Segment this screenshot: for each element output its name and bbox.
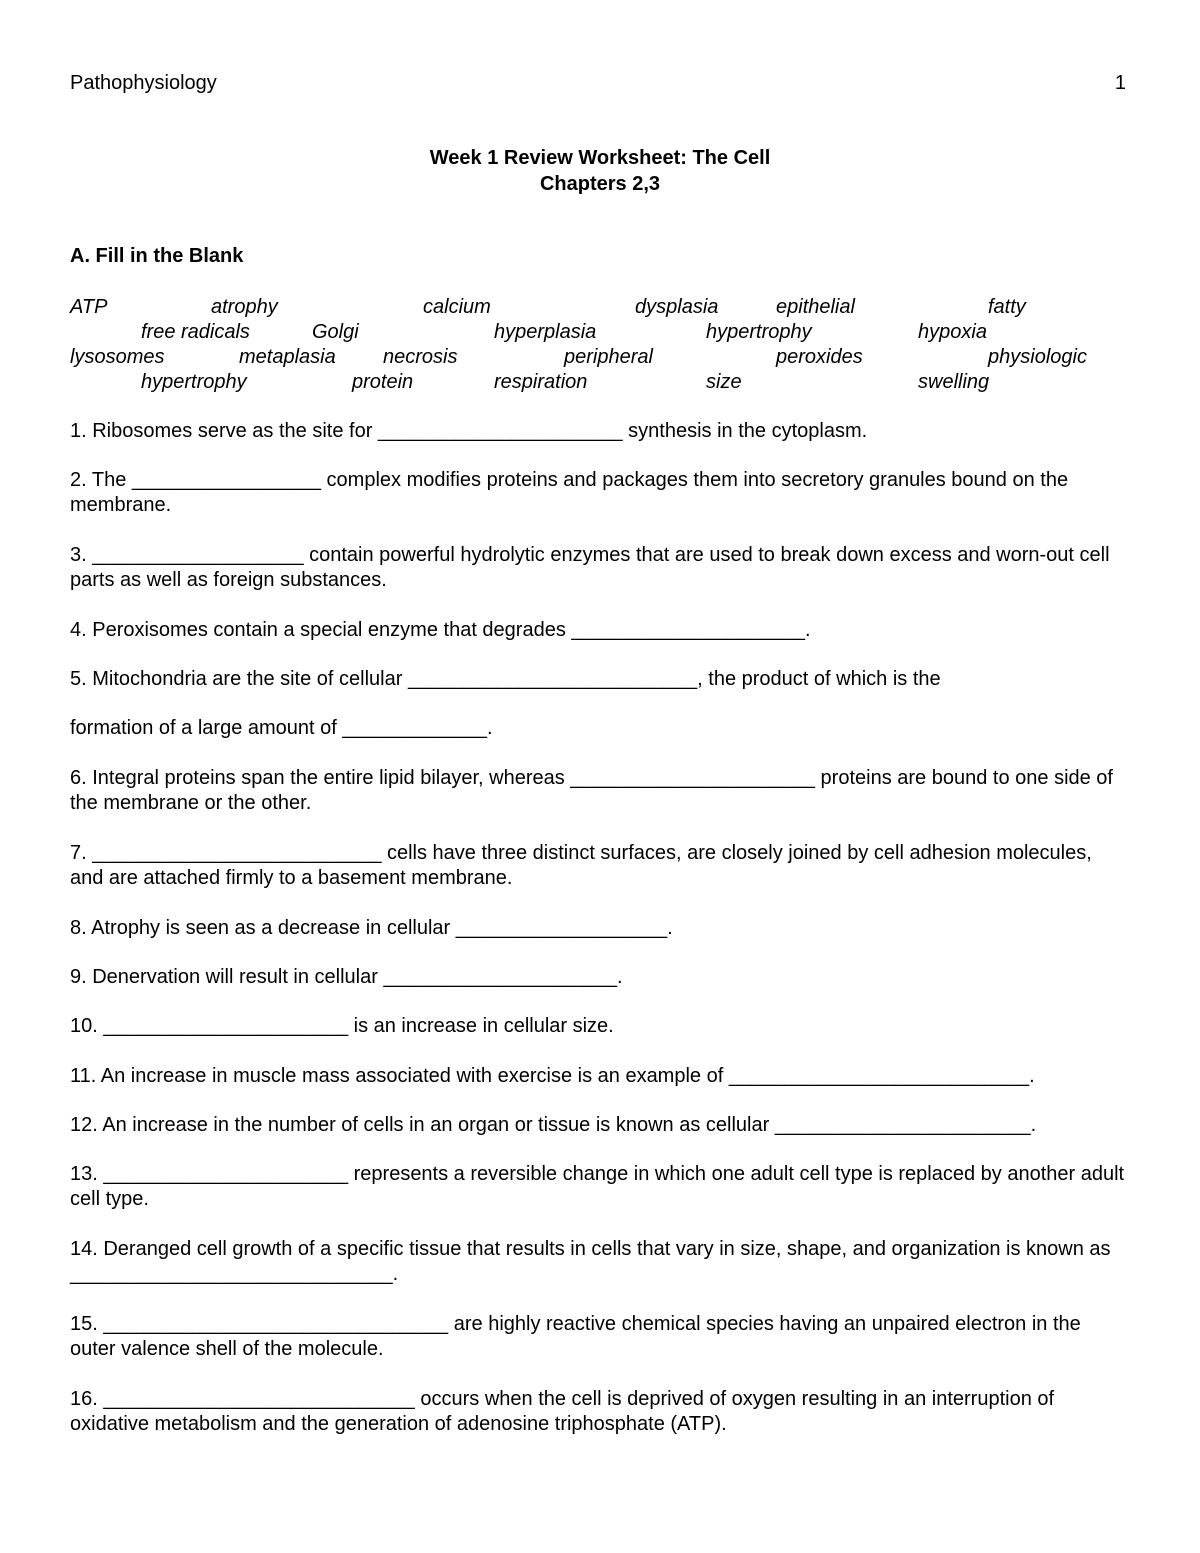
question-11: 11. An increase in muscle mass associated with exercise is an example of ___________________________. <box>70 1065 1035 1087</box>
word-bank-term: Golgi <box>312 321 359 343</box>
word-bank-term: epithelial <box>776 296 855 318</box>
word-bank-term: protein <box>352 371 414 393</box>
question-8: 8. Atrophy is seen as a decrease in cellular ___________________. <box>70 917 673 939</box>
title-line-2: Chapters 2,3 <box>539 173 661 195</box>
question-10: 10. ______________________ is an increase in cellular size. <box>70 1015 614 1037</box>
word-bank-term: dysplasia <box>635 296 719 318</box>
word-bank-term: hypoxia <box>918 321 987 343</box>
question-16: 16. ____________________________ occurs when the cell is deprived of oxygen resulting in an interruption of oxidative metabolism and the generation of adenosine triphosphate (ATP). <box>70 1388 1055 1435</box>
question-9: 9. Denervation will result in cellular _____________________. <box>70 966 623 988</box>
question-1: 1. Ribosomes serve as the site for ______________________ synthesis in the cytoplasm. <box>70 420 868 442</box>
word-bank-term: peripheral <box>564 346 653 368</box>
question-2: 2. The _________________ complex modifies proteins and packages them into secretory granules bound on the membrane. <box>70 469 1069 516</box>
word-bank-term: free radicals <box>141 321 250 343</box>
course-name: Pathophysiology <box>70 72 217 94</box>
word-bank <box>70 296 1130 396</box>
question-5-continued: formation of a large amount of _____________. <box>70 717 493 739</box>
word-bank-term: lysosomes <box>70 346 165 368</box>
word-bank-row-2 <box>70 321 1130 346</box>
word-bank-term: metaplasia <box>239 346 336 368</box>
question-5: 5. Mitochondria are the site of cellular __________________________, the product of which is the <box>70 668 941 690</box>
word-bank-term: swelling <box>918 371 990 393</box>
worksheet-title <box>0 145 1200 197</box>
question-7: 7. __________________________ cells have three distinct surfaces, are closely joined by cell adhesion molecules, and are attached firmly to a basement membrane. <box>70 842 1092 889</box>
word-bank-term: hypertrophy <box>706 321 812 343</box>
question-14: 14. Deranged cell growth of a specific tissue that results in cells that vary in size, shape, and organization is known as _____________________________. <box>70 1238 1111 1285</box>
word-bank-row-1 <box>70 296 1130 321</box>
question-6: 6. Integral proteins span the entire lipid bilayer, whereas ______________________ proteins are bound to one side of the membrane or the other. <box>70 767 1113 814</box>
title-line-1: Week 1 Review Worksheet: The Cell <box>429 147 771 169</box>
word-bank-term: hypertrophy <box>141 371 247 393</box>
word-bank-row-3 <box>70 346 1130 371</box>
question-4: 4. Peroxisomes contain a special enzyme that degrades _____________________. <box>70 619 811 641</box>
section-heading: A. Fill in the Blank <box>70 245 244 267</box>
page-number: 1 <box>1114 72 1126 94</box>
word-bank-term: peroxides <box>776 346 863 368</box>
word-bank-term: size <box>706 371 742 393</box>
word-bank-row-4 <box>70 371 1130 396</box>
word-bank-term: fatty <box>988 296 1026 318</box>
question-15: 15. _______________________________ are highly reactive chemical species having an unpaired electron in the outer valence shell of the molecule. <box>70 1313 1081 1360</box>
word-bank-term: necrosis <box>383 346 458 368</box>
word-bank-term: respiration <box>494 371 588 393</box>
word-bank-term: physiologic <box>988 346 1087 368</box>
word-bank-term: calcium <box>423 296 491 318</box>
question-12: 12. An increase in the number of cells in an organ or tissue is known as cellular _______________________. <box>70 1114 1037 1136</box>
word-bank-term: ATP <box>70 296 108 318</box>
word-bank-term: hyperplasia <box>494 321 597 343</box>
question-3: 3. ___________________ contain powerful hydrolytic enzymes that are used to break down excess and worn-out cell parts as well as foreign substances. <box>70 544 1110 591</box>
word-bank-term: atrophy <box>211 296 278 318</box>
question-13: 13. ______________________ represents a reversible change in which one adult cell type is replaced by another adult cell type. <box>70 1163 1125 1210</box>
